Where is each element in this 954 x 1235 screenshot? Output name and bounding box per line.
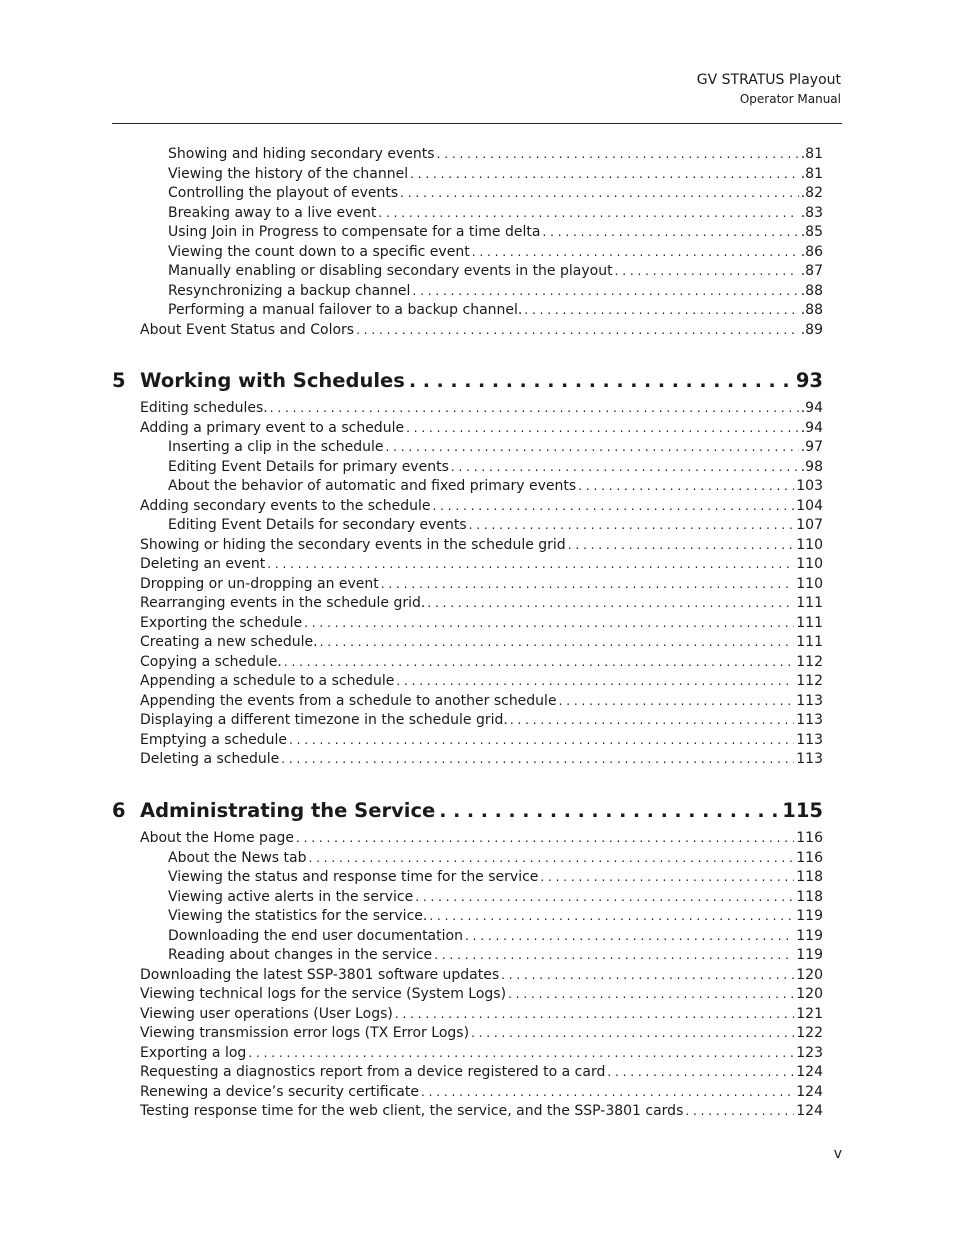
toc-entry-title: Resynchronizing a backup channel bbox=[168, 282, 411, 299]
toc-entry-title: Displaying a different timezone in the schedule grid. bbox=[140, 712, 508, 728]
toc-chapter-heading[interactable] bbox=[112, 368, 823, 394]
toc-entry-title: Manually enabling or disabling secondary events in the playout bbox=[168, 263, 613, 279]
dot-leader bbox=[296, 829, 794, 848]
toc-entry-page: 113 bbox=[796, 712, 823, 728]
toc-entry-page: 124 bbox=[796, 1103, 823, 1119]
toc-entry-page: 110 bbox=[796, 575, 823, 592]
dot-leader bbox=[248, 1044, 794, 1063]
toc-entry-page: .89 bbox=[800, 321, 823, 338]
toc-entry-title: Exporting the schedule bbox=[140, 614, 303, 631]
toc-entry[interactable] bbox=[168, 868, 823, 887]
document-subtitle: Operator Manual bbox=[739, 92, 841, 106]
dot-leader bbox=[320, 633, 795, 652]
toc-entry[interactable] bbox=[168, 849, 823, 868]
toc-entry-title: Deleting an event bbox=[140, 556, 266, 572]
toc-entry[interactable] bbox=[140, 829, 823, 848]
toc-entry-title: Viewing transmission error logs (TX Error Logs) bbox=[140, 1025, 470, 1041]
toc-entry-title: Viewing technical logs for the service (System Logs) bbox=[140, 986, 507, 1002]
dot-leader bbox=[542, 223, 798, 242]
dot-leader bbox=[427, 594, 794, 613]
toc-entry-title: Using Join in Progress to compensate for a time delta bbox=[168, 224, 541, 240]
toc-chapter-heading[interactable] bbox=[112, 798, 823, 824]
toc-entry[interactable] bbox=[168, 301, 823, 320]
toc-entry-page: .86 bbox=[800, 243, 823, 260]
dot-leader bbox=[406, 419, 799, 438]
toc-entry[interactable] bbox=[140, 1083, 823, 1102]
toc-entry-title: Downloading the latest SSP-3801 software updates bbox=[140, 966, 500, 983]
toc-entry-title: About the Home page bbox=[140, 830, 295, 846]
toc-entry[interactable] bbox=[168, 145, 823, 164]
document-title: GV STRATUS Playout bbox=[696, 72, 841, 88]
toc-entry-page: 116 bbox=[796, 830, 823, 846]
toc-entry-page: 103 bbox=[796, 478, 823, 494]
toc-entry-page: .81 bbox=[800, 146, 823, 162]
dot-leader bbox=[415, 888, 794, 907]
dot-leader bbox=[559, 692, 795, 711]
dot-leader bbox=[409, 368, 792, 394]
chapter-title: Working with Schedules bbox=[140, 369, 405, 392]
dot-leader bbox=[615, 262, 799, 281]
toc-entry[interactable] bbox=[168, 927, 823, 946]
toc-entry-page: 113 bbox=[796, 731, 823, 748]
dot-leader bbox=[508, 985, 794, 1004]
toc-entry-page: .88 bbox=[800, 282, 823, 299]
toc-entry-page: 107 bbox=[796, 517, 823, 533]
toc-entry-page: 111 bbox=[796, 614, 823, 631]
toc-entry-page: 118 bbox=[796, 888, 823, 905]
toc-entry-page: 119 bbox=[796, 908, 823, 924]
toc-entry-page: 110 bbox=[796, 556, 823, 572]
toc-entry-title: Viewing the statistics for the service. bbox=[168, 908, 428, 924]
toc-entry-page: 113 bbox=[796, 692, 823, 709]
toc-entry-title: Viewing active alerts in the service bbox=[168, 888, 414, 905]
toc-entry[interactable] bbox=[140, 1063, 823, 1082]
toc-entry[interactable] bbox=[168, 282, 823, 301]
toc-entry-page: 124 bbox=[796, 1083, 823, 1100]
toc-entry-title: About Event Status and Colors bbox=[140, 321, 355, 338]
toc-entry[interactable] bbox=[140, 555, 823, 574]
dot-leader bbox=[396, 672, 794, 691]
chapter-page: 93 bbox=[795, 369, 823, 392]
dot-leader bbox=[381, 575, 794, 594]
toc-entry-page: .82 bbox=[800, 185, 823, 201]
dot-leader bbox=[410, 165, 799, 184]
dot-leader bbox=[568, 536, 795, 555]
toc-entry-page: 119 bbox=[796, 947, 823, 963]
toc-entry[interactable] bbox=[140, 575, 823, 594]
toc-entry-page: .98 bbox=[800, 458, 823, 475]
toc-entry-title: Editing Event Details for primary events bbox=[168, 458, 449, 475]
toc-entry-title: Viewing the count down to a specific event bbox=[168, 243, 470, 260]
toc-entry[interactable] bbox=[168, 223, 823, 242]
toc-entry[interactable] bbox=[168, 262, 823, 281]
toc-entry[interactable] bbox=[140, 711, 823, 730]
toc-entry-title: About the News tab bbox=[168, 849, 307, 866]
toc-entry-page: 123 bbox=[796, 1044, 823, 1061]
toc-entry-title: Viewing the history of the channel bbox=[168, 165, 409, 182]
toc-entry[interactable] bbox=[168, 907, 823, 926]
toc-entry-page: .85 bbox=[800, 224, 823, 240]
dot-leader bbox=[501, 966, 794, 985]
toc-entry-title: Exporting a log bbox=[140, 1044, 247, 1061]
toc-entry[interactable] bbox=[140, 399, 823, 418]
toc-entry-page: .97 bbox=[800, 439, 823, 455]
dot-leader bbox=[472, 243, 799, 262]
toc-entry[interactable] bbox=[168, 184, 823, 203]
toc-entry-title: Viewing the status and response time for the service bbox=[168, 869, 539, 885]
toc-entry-title: Deleting a schedule bbox=[140, 751, 280, 767]
toc-entry-page: .83 bbox=[800, 204, 823, 221]
dot-leader bbox=[540, 868, 794, 887]
toc-entry[interactable] bbox=[140, 692, 823, 711]
toc-entry-page: 110 bbox=[796, 536, 823, 553]
dot-leader bbox=[578, 477, 794, 496]
dot-leader bbox=[607, 1063, 794, 1082]
toc-entry-page: 119 bbox=[796, 927, 823, 944]
toc-entry-page: 122 bbox=[796, 1025, 823, 1041]
toc-entry-title: Editing Event Details for secondary events bbox=[168, 517, 467, 533]
toc-entry-title: Editing schedules. bbox=[140, 400, 268, 416]
toc-entry[interactable] bbox=[168, 458, 823, 477]
toc-entry-title: Renewing a device’s security certificate bbox=[140, 1083, 419, 1100]
toc-entry-title: Viewing user operations (User Logs) bbox=[140, 1005, 393, 1022]
toc-entry-title: Reading about changes in the service bbox=[168, 947, 433, 963]
toc-entry-title: Adding a primary event to a schedule bbox=[140, 419, 405, 436]
toc-entry[interactable] bbox=[140, 966, 823, 985]
toc-entry-page: 111 bbox=[796, 634, 823, 650]
toc-entry-title: Dropping or un-dropping an event bbox=[140, 575, 379, 592]
toc-entry-title: About the behavior of automatic and fixed primary events bbox=[168, 478, 577, 494]
page-number: v bbox=[833, 1146, 842, 1162]
dot-leader bbox=[510, 711, 794, 730]
toc-entry-page: 111 bbox=[796, 595, 823, 611]
toc-entry-page: 124 bbox=[796, 1064, 823, 1080]
dot-leader bbox=[471, 1024, 794, 1043]
toc-entry-title: Appending a schedule to a schedule bbox=[140, 673, 395, 689]
toc-entry-page: .94 bbox=[800, 400, 823, 416]
dot-leader bbox=[309, 849, 795, 868]
dot-leader bbox=[267, 555, 794, 574]
toc-entry-page: 113 bbox=[796, 751, 823, 767]
dot-leader bbox=[469, 516, 795, 535]
toc-entry-title: Performing a manual failover to a backup channel. bbox=[168, 302, 523, 318]
dot-leader bbox=[524, 301, 798, 320]
toc-entry-title: Appending the events from a schedule to another schedule bbox=[140, 692, 557, 709]
toc-entry-title: Controlling the playout of events bbox=[168, 185, 399, 201]
toc-entry[interactable] bbox=[168, 204, 823, 223]
dot-leader bbox=[270, 399, 799, 418]
dot-leader bbox=[304, 614, 794, 633]
toc-entry[interactable] bbox=[140, 1024, 823, 1043]
toc-entry-page: 112 bbox=[796, 673, 823, 689]
toc-entry-page: .81 bbox=[800, 165, 823, 182]
chapter-page: 115 bbox=[782, 799, 823, 822]
toc-entry-title: Breaking away to a live event bbox=[168, 204, 377, 221]
toc-entry[interactable] bbox=[140, 594, 823, 613]
toc-entry-page: .88 bbox=[800, 302, 823, 318]
dot-leader bbox=[465, 927, 794, 946]
toc-entry-page: 112 bbox=[796, 653, 823, 670]
dot-leader bbox=[685, 1102, 794, 1121]
toc-entry[interactable] bbox=[140, 614, 823, 633]
dot-leader bbox=[281, 750, 794, 769]
running-header bbox=[697, 70, 841, 108]
chapter-number: 6 bbox=[112, 799, 126, 822]
toc-entry-page: 121 bbox=[796, 1005, 823, 1022]
toc-entry-page: 116 bbox=[796, 849, 823, 866]
dot-leader bbox=[434, 946, 794, 965]
dot-leader bbox=[385, 438, 798, 457]
dot-leader bbox=[412, 282, 798, 301]
toc-entry[interactable] bbox=[168, 165, 823, 184]
toc-entry-title: Downloading the end user documentation bbox=[168, 927, 463, 944]
dot-leader bbox=[378, 204, 798, 223]
toc-entry[interactable] bbox=[140, 497, 823, 516]
toc-entry[interactable] bbox=[168, 946, 823, 965]
toc-entry[interactable] bbox=[140, 672, 823, 691]
dot-leader bbox=[439, 798, 778, 824]
toc-entry[interactable] bbox=[140, 419, 823, 438]
toc-entry[interactable] bbox=[168, 516, 823, 535]
dot-leader bbox=[429, 907, 794, 926]
toc-entry[interactable] bbox=[168, 438, 823, 457]
toc-entry-title: Copying a schedule. bbox=[140, 653, 282, 670]
toc-entry-page: 120 bbox=[796, 966, 823, 983]
chapter-number: 5 bbox=[112, 369, 126, 392]
toc-entry[interactable] bbox=[140, 731, 823, 750]
toc-entry-title: Adding secondary events to the schedule bbox=[140, 497, 431, 514]
dot-leader bbox=[284, 653, 794, 672]
dot-leader bbox=[395, 1005, 794, 1024]
toc-entry[interactable] bbox=[140, 1044, 823, 1063]
toc-entry[interactable] bbox=[140, 321, 823, 340]
toc-entry-title: Testing response time for the web client, the service, and the SSP-3801 cards bbox=[140, 1103, 684, 1119]
toc-entry-title: Creating a new schedule. bbox=[140, 634, 318, 650]
toc-entry-title: Showing and hiding secondary events bbox=[168, 146, 435, 162]
header-divider bbox=[112, 123, 842, 124]
toc-entry-title: Requesting a diagnostics report from a device registered to a card bbox=[140, 1064, 606, 1080]
toc-entry[interactable] bbox=[140, 653, 823, 672]
toc-entry[interactable] bbox=[140, 633, 823, 652]
toc-entry[interactable] bbox=[168, 477, 823, 496]
toc-entry-title: Emptying a schedule bbox=[140, 731, 288, 748]
dot-leader bbox=[356, 321, 799, 340]
toc-entry-page: 104 bbox=[796, 497, 823, 514]
toc-entry-page: .87 bbox=[800, 263, 823, 279]
toc-entry-page: .94 bbox=[800, 419, 823, 436]
dot-leader bbox=[400, 184, 799, 203]
toc-entry[interactable] bbox=[168, 888, 823, 907]
toc-entry[interactable] bbox=[140, 1102, 823, 1121]
toc-entry-title: Rearranging events in the schedule grid. bbox=[140, 595, 426, 611]
chapter-title: Administrating the Service bbox=[140, 799, 436, 822]
toc-entry[interactable] bbox=[140, 985, 823, 1004]
toc-entry[interactable] bbox=[140, 750, 823, 769]
dot-leader bbox=[451, 458, 799, 477]
dot-leader bbox=[433, 497, 795, 516]
toc-entry-page: 118 bbox=[796, 869, 823, 885]
toc-entry[interactable] bbox=[140, 536, 823, 555]
dot-leader bbox=[437, 145, 799, 164]
toc-entry-title: Showing or hiding the secondary events in the schedule grid bbox=[140, 536, 566, 553]
toc-entry[interactable] bbox=[168, 243, 823, 262]
dot-leader bbox=[421, 1083, 794, 1102]
toc-entry-title: Inserting a clip in the schedule bbox=[168, 439, 384, 455]
toc-entry[interactable] bbox=[140, 1005, 823, 1024]
toc-entry-page: 120 bbox=[796, 986, 823, 1002]
dot-leader bbox=[289, 731, 794, 750]
